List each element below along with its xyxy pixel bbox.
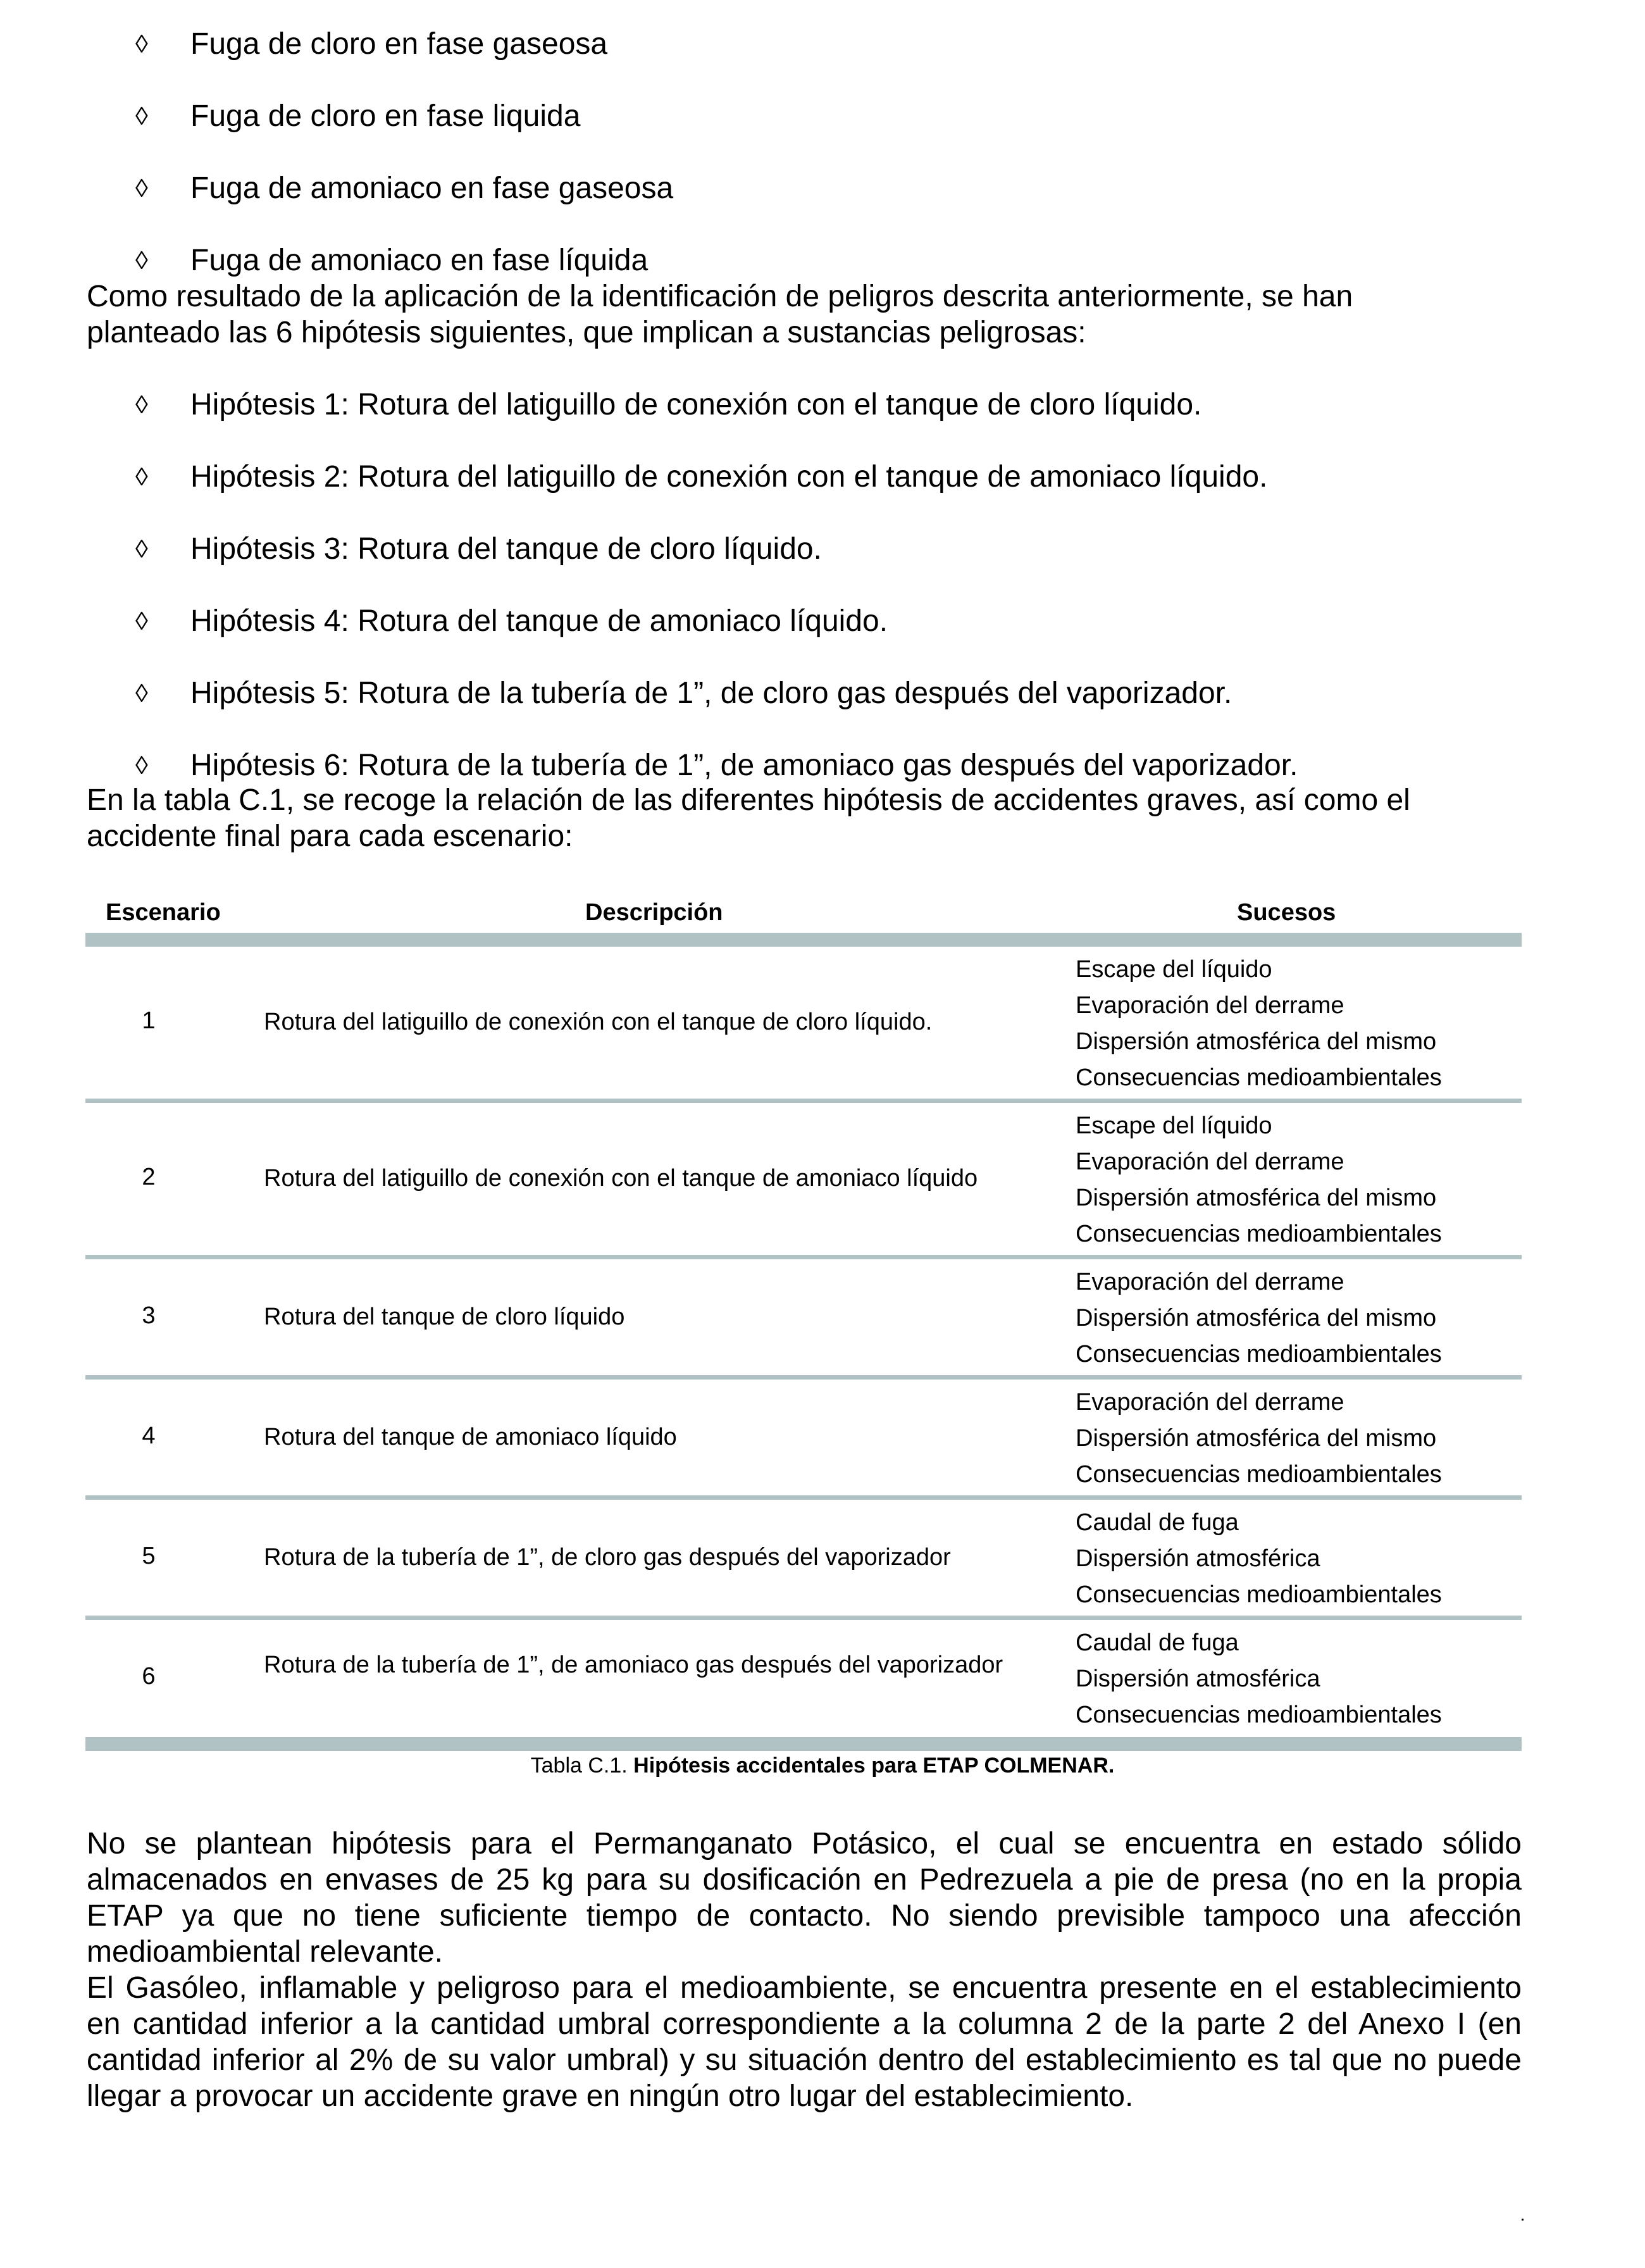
hypothesis-text: Hipótesis 5: Rotura de la tubería de 1”, de cloro gas después del vaporizador. xyxy=(190,676,1232,710)
header-rule xyxy=(85,933,1522,947)
row-divider xyxy=(85,1099,1522,1103)
diesel-paragraph xyxy=(87,1970,1522,2114)
table-row xyxy=(85,1620,1522,1737)
event-item: Dispersión atmosférica xyxy=(1076,1545,1320,1572)
scenario-number: 5 xyxy=(142,1543,156,1569)
event-item: Consecuencias medioambientales xyxy=(1076,1581,1442,1608)
list-item-text: Fuga de amoniaco en fase gaseosa xyxy=(190,171,674,205)
event-item: Evaporación del derrame xyxy=(1076,992,1344,1019)
permanganate-paragraph xyxy=(87,1826,1522,1970)
hypothesis-item xyxy=(0,532,1645,604)
scenario-number: 3 xyxy=(142,1302,156,1329)
hypothesis-text: Hipótesis 1: Rotura del latiguillo de conexión con el tanque de cloro líquido. xyxy=(190,388,1202,421)
scenario-number: 2 xyxy=(142,1164,156,1190)
event-item: Evaporación del derrame xyxy=(1076,1149,1344,1175)
hypotheses-table xyxy=(85,892,1522,1751)
events-list xyxy=(1076,1264,1442,1373)
scenario-number: 1 xyxy=(142,1007,156,1034)
table-caption xyxy=(0,1753,1645,1778)
events-list xyxy=(1076,1625,1442,1733)
diamond-bullet-icon: ◊ xyxy=(135,103,148,130)
caption-title: Hipótesis accidentales para ETAP COLMENAR. xyxy=(633,1754,1115,1778)
scenario-number: 6 xyxy=(142,1663,156,1690)
hypothesis-item xyxy=(0,604,1645,676)
paragraph-line: planteado las 6 hipótesis siguientes, que implican a sustancias peligrosas: xyxy=(87,316,1086,349)
scenario-description: Rotura del tanque de amoniaco líquido xyxy=(264,1424,677,1450)
paragraph-line: accidente final para cada escenario: xyxy=(87,819,573,853)
event-item: Evaporación del derrame xyxy=(1076,1269,1344,1295)
event-item: Caudal de fuga xyxy=(1076,1509,1239,1536)
paragraph-line: llegar a provocar un accidente grave en ningún otro lugar del establecimiento. xyxy=(87,2079,1134,2113)
event-item: Dispersión atmosférica del mismo xyxy=(1076,1425,1437,1452)
event-item: Escape del líquido xyxy=(1076,956,1272,983)
paragraph-line: en cantidad inferior a la cantidad umbral correspondiente a la columna 2 de la parte 2 del Anexo I (en xyxy=(87,2007,1522,2041)
row-divider xyxy=(85,1616,1522,1620)
row-divider xyxy=(85,1495,1522,1500)
event-item: Dispersión atmosférica del mismo xyxy=(1076,1185,1437,1211)
leak-type-list xyxy=(0,27,1645,278)
table-row xyxy=(85,1380,1522,1495)
event-item: Consecuencias medioambientales xyxy=(1076,1064,1442,1091)
row-divider xyxy=(85,1255,1522,1259)
hypothesis-item xyxy=(0,387,1645,459)
events-list xyxy=(1076,1385,1442,1493)
table-header-row xyxy=(85,892,1522,933)
diamond-bullet-icon: ◊ xyxy=(135,680,148,707)
event-item: Evaporación del derrame xyxy=(1076,1389,1344,1416)
list-item-text: Fuga de cloro en fase gaseosa xyxy=(190,27,608,61)
paragraph-line: almacenados en envases de 25 kg para su dosificación en Pedrezuela a pie de presa (no en la propia xyxy=(87,1863,1522,1897)
event-item: Escape del líquido xyxy=(1076,1112,1272,1139)
paragraph-line: No se plantean hipótesis para el Permanganato Potásico, el cual se encuentra en estado sólido xyxy=(87,1827,1522,1860)
hypothesis-text: Hipótesis 6: Rotura de la tubería de 1”, de amoniaco gas después del vaporizador. xyxy=(190,749,1298,782)
table-intro-paragraph xyxy=(87,782,1522,854)
events-list xyxy=(1076,1505,1442,1613)
diamond-bullet-icon: ◊ xyxy=(135,752,148,780)
paragraph-line: En la tabla C.1, se recoge la relación de las diferentes hipótesis de accidentes graves, así como el xyxy=(87,783,1410,817)
table-row xyxy=(85,1103,1522,1255)
hypothesis-item xyxy=(0,459,1645,532)
table-row xyxy=(85,947,1522,1099)
list-item-text: Fuga de amoniaco en fase líquida xyxy=(190,244,649,277)
scenario-description: Rotura del latiguillo de conexión con el tanque de amoniaco líquido xyxy=(264,1165,978,1192)
hypothesis-text: Hipótesis 2: Rotura del latiguillo de conexión con el tanque de amoniaco líquido. xyxy=(190,460,1268,494)
events-list xyxy=(1076,1108,1442,1252)
event-item: Dispersión atmosférica xyxy=(1076,1666,1320,1692)
diamond-bullet-icon: ◊ xyxy=(135,30,148,58)
scenario-description: Rotura del tanque de cloro líquido xyxy=(264,1304,625,1330)
paragraph-line: ETAP ya que no tiene suficiente tiempo de contacto. No siendo previsible tampoco una afección xyxy=(87,1899,1522,1933)
column-header-events: Sucesos xyxy=(1237,899,1336,926)
table-row xyxy=(85,1500,1522,1616)
list-item xyxy=(0,99,1645,171)
list-item xyxy=(0,27,1645,99)
scenario-description: Rotura de la tubería de 1”, de cloro gas después del vaporizador xyxy=(264,1544,951,1571)
diamond-bullet-icon: ◊ xyxy=(135,463,148,491)
scenario-description: Rotura de la tubería de 1”, de amoniaco gas después del vaporizador xyxy=(264,1652,1003,1678)
hypothesis-text: Hipótesis 4: Rotura del tanque de amoniaco líquido. xyxy=(190,604,888,638)
paragraph-line: cantidad inferior al 2% de su valor umbral) y su situación dentro del establecimiento es tal que no puede xyxy=(87,2043,1522,2077)
event-item: Consecuencias medioambientales xyxy=(1076,1702,1442,1728)
event-item: Dispersión atmosférica del mismo xyxy=(1076,1305,1437,1331)
caption-prefix: Tabla C.1. xyxy=(530,1754,634,1778)
list-item xyxy=(0,171,1645,243)
table-bottom-rule xyxy=(85,1737,1522,1751)
column-header-description: Descripción xyxy=(585,899,723,926)
diamond-bullet-icon: ◊ xyxy=(135,247,148,275)
column-header-scenario: Escenario xyxy=(106,899,221,926)
hypotheses-list xyxy=(0,387,1645,783)
event-item: Consecuencias medioambientales xyxy=(1076,1221,1442,1247)
paragraph-line: medioambiental relevante. xyxy=(87,1935,443,1969)
intro-paragraph xyxy=(87,278,1522,351)
list-item-text: Fuga de cloro en fase liquida xyxy=(190,99,581,133)
scenario-number: 4 xyxy=(142,1423,156,1449)
list-item xyxy=(0,243,1645,278)
diamond-bullet-icon: ◊ xyxy=(135,391,148,419)
diamond-bullet-icon: ◊ xyxy=(135,608,148,635)
row-divider xyxy=(85,1375,1522,1380)
hypothesis-item xyxy=(0,676,1645,748)
event-item: Caudal de fuga xyxy=(1076,1629,1239,1656)
event-item: Dispersión atmosférica del mismo xyxy=(1076,1028,1437,1055)
diamond-bullet-icon: ◊ xyxy=(135,175,148,202)
paragraph-line: Como resultado de la aplicación de la identificación de peligros descrita anteriormente, se han xyxy=(87,280,1353,313)
table-row xyxy=(85,1259,1522,1375)
events-list xyxy=(1076,952,1442,1096)
event-item: Consecuencias medioambientales xyxy=(1076,1341,1442,1368)
scenario-description: Rotura del latiguillo de conexión con el tanque de cloro líquido. xyxy=(264,1009,933,1035)
hypothesis-text: Hipótesis 3: Rotura del tanque de cloro líquido. xyxy=(190,532,822,566)
paragraph-line: El Gasóleo, inflamable y peligroso para el medioambiente, se encuentra presente en el establecimiento xyxy=(87,1971,1522,2005)
diamond-bullet-icon: ◊ xyxy=(135,535,148,563)
event-item: Consecuencias medioambientales xyxy=(1076,1461,1442,1488)
page-mark xyxy=(1522,2219,1524,2221)
hypothesis-item xyxy=(0,748,1645,783)
